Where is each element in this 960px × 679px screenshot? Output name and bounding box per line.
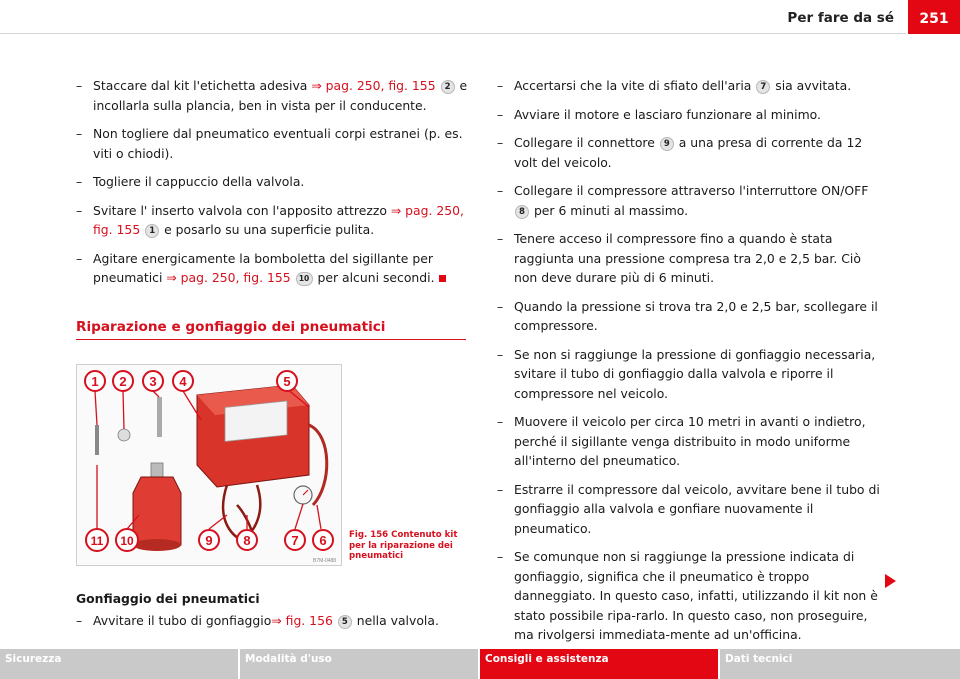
callout-5: 5 bbox=[283, 374, 291, 389]
tab-sicurezza[interactable]: Sicurezza bbox=[0, 649, 238, 679]
tab-dati-tecnici[interactable]: Dati tecnici bbox=[720, 649, 960, 679]
subheading: Gonfiaggio dei pneumatici bbox=[76, 591, 260, 606]
callout-badge: 8 bbox=[515, 205, 529, 219]
callout-6: 6 bbox=[319, 533, 327, 548]
list-item: – Se non si raggiunge la pressione di gonfiaggio necessaria, svitare il tubo di gonfiaggio dalla valvola e riporre il compressore nel veicolo. bbox=[497, 346, 876, 401]
list-item: – Tenere acceso il compressore fino a quando è stata raggiunta una pressione compresa tra 2,0 e 2,5 bar. Ciò non deve durare più di 6 minuti. bbox=[497, 231, 861, 285]
list-item: – Svitare l' inserto valvola con l'apposito attrezzo ⇒ pag. 250, fig. 155 1 e posarlo su una superficie pulita. bbox=[76, 202, 464, 237]
list-item: – Collegare il compressore attraverso l'interruttore ON/OFF 8 per 6 minuti al massimo. bbox=[497, 183, 869, 218]
callout-badge: 5 bbox=[338, 615, 352, 629]
list-item: – Collegare il connettore 9 a una presa di corrente da 12 volt del veicolo. bbox=[497, 135, 863, 170]
callout-7: 7 bbox=[291, 533, 299, 548]
list-item: – Togliere il cappuccio della valvola. bbox=[76, 174, 305, 189]
callout-9: 9 bbox=[205, 533, 213, 548]
list-item: – Staccare dal kit l'etichetta adesiva ⇒ pag. 250, fig. 155 2 e incollarla sulla plancia, ben in vista per il conducente. bbox=[76, 78, 468, 113]
section-title: Riparazione e gonfiaggio dei pneumatici bbox=[76, 319, 466, 340]
list-item: – Se comunque non si raggiunge la pressione indicata di gonfiaggio, significa che il pneumatico è troppo danneggiato. In questo caso, infatti, utilizzando il kit non è stato possibile ripa-rarlo. In questo caso, non proseguire, ma rivolgersi immediata-mente ad un'officina. bbox=[497, 549, 878, 642]
list-item: – Accertarsi che la vite di sfiato dell'aria 7 sia avvitata. bbox=[497, 78, 852, 93]
continue-arrow-icon[interactable] bbox=[885, 574, 896, 588]
callout-badge: 10 bbox=[296, 272, 313, 286]
list-item: – Estrarre il compressore dal veicolo, avvitare bene il tubo di gonfiaggio alla valvola e gonfiare nuovamente il pneumatico. bbox=[497, 481, 880, 536]
chapter-title: Per fare da sé bbox=[787, 10, 894, 26]
list-item: – Non togliere dal pneumatico eventuali corpi estranei (p. es. viti o chiodi). bbox=[76, 126, 463, 161]
list-item: – Muovere il veicolo per circa 10 metri in avanti o indietro, perché il sigillante venga distribuito in modo uniforme all'interno del pneumatico. bbox=[497, 414, 866, 468]
header-rule bbox=[0, 33, 906, 34]
list-item: – Avvitare il tubo di gonfiaggio⇒ fig. 156 5 nella valvola. bbox=[76, 613, 439, 628]
tab-modalita-duso[interactable]: Modalità d'uso bbox=[240, 649, 478, 679]
callout-3: 3 bbox=[149, 374, 157, 389]
callout-badge: 7 bbox=[756, 80, 770, 94]
page-link[interactable]: ⇒ pag. 250, fig. 155 bbox=[93, 202, 464, 237]
callout-badge: 9 bbox=[660, 137, 674, 151]
callout-10: 10 bbox=[120, 534, 134, 548]
list-item: – Avviare il motore e lasciaro funzionare al minimo. bbox=[497, 106, 821, 122]
callout-1: 1 bbox=[91, 374, 99, 389]
callout-2: 2 bbox=[119, 374, 127, 389]
footer-tabs bbox=[0, 649, 960, 679]
tab-consigli-e-assistenza[interactable]: Consigli e assistenza bbox=[480, 649, 718, 679]
page-link[interactable]: ⇒ pag. 250, fig. 155 bbox=[166, 270, 291, 285]
figure-caption: Fig. 156 Contenuto kit per la riparazione dei pneumatici bbox=[349, 530, 458, 561]
figure-code: B7M-0488 bbox=[313, 558, 337, 564]
callout-badge: 1 bbox=[145, 224, 159, 238]
list-item: – Quando la pressione si trova tra 2,0 e 2,5 bar, scollegare il compressore. bbox=[497, 298, 878, 333]
callout-11: 11 bbox=[90, 534, 104, 548]
callout-4: 4 bbox=[179, 374, 187, 389]
page-link[interactable]: ⇒ pag. 250, fig. 155 bbox=[311, 78, 436, 93]
right-column bbox=[497, 76, 887, 654]
callout-badge: 2 bbox=[441, 80, 455, 94]
figure-link[interactable]: ⇒ fig. 156 bbox=[271, 613, 333, 628]
repair-kit-figure bbox=[76, 364, 342, 566]
repair-kit-illustration bbox=[77, 365, 342, 566]
end-of-section-mark bbox=[439, 275, 446, 282]
callout-8: 8 bbox=[243, 533, 251, 548]
page-number: 251 bbox=[908, 0, 960, 34]
list-item: – Agitare energicamente la bomboletta del sigillante per pneumatici ⇒ pag. 250, fig. 155 10 per alcuni secondi. bbox=[76, 249, 468, 288]
left-column bbox=[76, 76, 468, 297]
